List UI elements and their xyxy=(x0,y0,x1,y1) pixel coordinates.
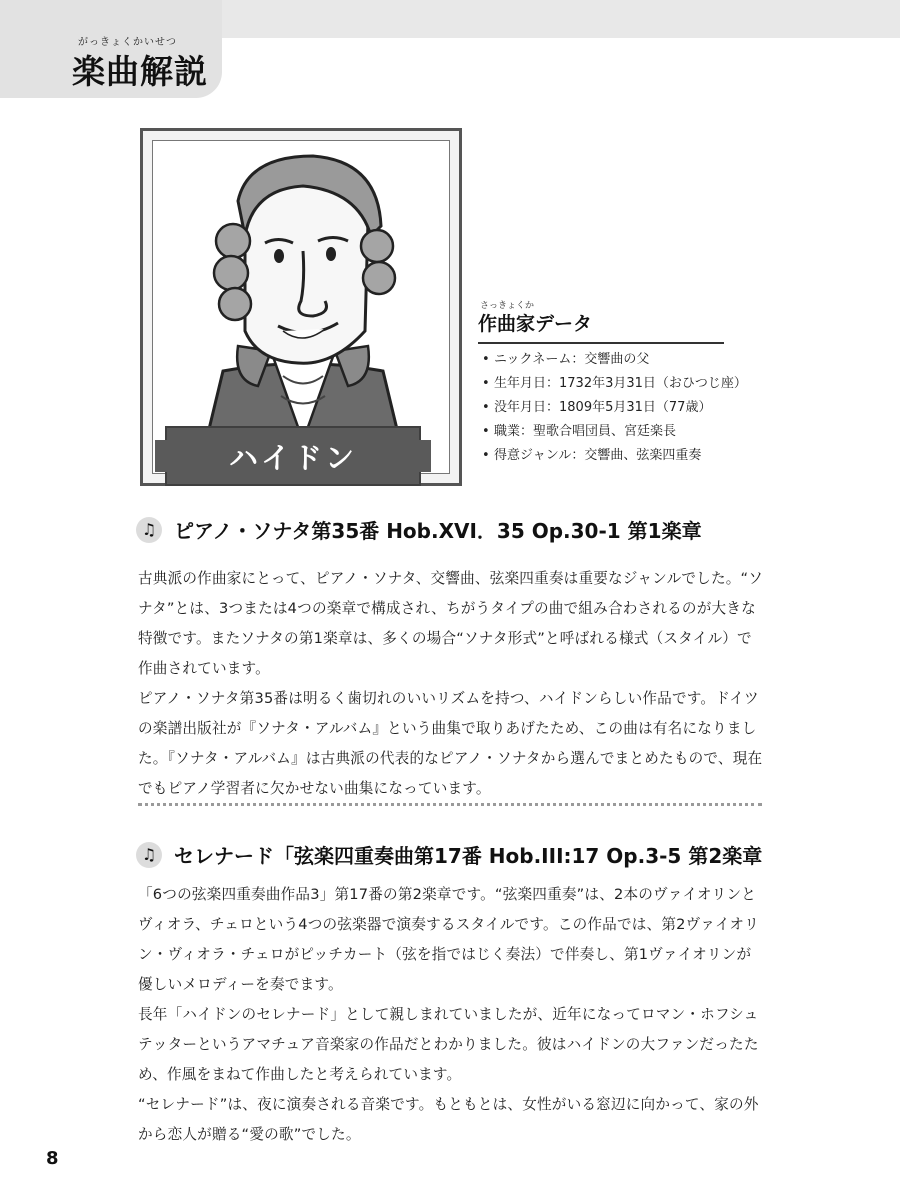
portrait-inner-border xyxy=(152,140,450,474)
composer-data-item: • ニックネーム：交響曲の父 xyxy=(482,352,650,367)
section1-heading-text: ピアノ・ソナタ第35番 Hob.XVI．35 Op.30-1 第1楽章 xyxy=(174,519,702,543)
section1-paragraph: 古典派の作曲家にとって、ピアノ・ソナタ、交響曲、弦楽四重奏は重要なジャンルでした。“ソナタ”とは、3つまたは4つの楽章で構成され、ちがうタイプの曲で組み合わされるのが大きな特徴です。またソナタの第1楽章は、多くの場合“ソナタ形式”と呼ばれる様式（スタイル）で作曲されています。 xyxy=(138,570,764,677)
section2-body xyxy=(138,880,764,1150)
section1-body xyxy=(138,564,764,804)
section2-paragraph: “セレナード”は、夜に演奏される音楽です。もともとは、女性がいる窓辺に向かって、家の外から恋人が贈る“愛の歌”でした。 xyxy=(138,1096,759,1143)
header-ruby: がっきょくかいせつ xyxy=(78,37,177,48)
section2-heading-text: セレナード「弦楽四重奏曲第17番 Hob.III:17 Op.3-5 第2楽章 xyxy=(174,844,763,868)
section2-paragraph: 「6つの弦楽四重奏曲作品3」第17番の第2楽章です。“弦楽四重奏”は、2本のヴァイオリンとヴィオラ、チェロという4つの弦楽器で演奏するスタイルです。この作品では、第2ヴァイオリン・ヴィオラ・チェロがピッチカート（弦を指ではじく奏法）で伴奏し、第1ヴァイオリンが優しいメロディーを奏でます。 xyxy=(138,886,759,993)
composer-data-title: 作曲家データ xyxy=(478,313,593,335)
composer-name-plate xyxy=(165,426,421,486)
composer-data-box xyxy=(478,298,747,468)
composer-data-ruby: さっきょくか xyxy=(480,301,535,311)
composer-portrait-illustration xyxy=(153,141,451,475)
composer-data-item: • 没年月日：1809年5月31日（77歳） xyxy=(482,400,712,415)
page-number: 8 xyxy=(46,1148,59,1169)
section2-paragraph: 長年「ハイドンのセレナード」として親しまれていましたが、近年になってロマン・ホフシュテッターというアマチュア音楽家の作品だとわかりました。彼はハイドンの大ファンだったため、作風をまねて作曲したと考えられています。 xyxy=(138,1006,759,1083)
section-divider xyxy=(138,803,762,806)
section2-heading xyxy=(136,840,762,869)
composer-data-rule xyxy=(478,342,724,344)
note-icon: ♫ xyxy=(136,842,162,868)
section1-paragraph: ピアノ・ソナタ第35番は明るく歯切れのいいリズムを持つ、ハイドンらしい作品です。ドイツの楽譜出版社が『ソナタ・アルバム』という曲集で取りあげたため、この曲は有名になりました。『ソナタ・アルバム』は古典派の代表的なピアノ・ソナタから選んでまとめたもので、現在でもピアノ学習者に欠かせない曲集になっています。 xyxy=(138,690,763,797)
page-title: 楽曲解説 xyxy=(72,52,208,91)
composer-data-item: • 職業：聖歌合唱団員、宮廷楽長 xyxy=(482,424,677,439)
composer-data-list xyxy=(478,348,747,468)
composer-name: ハイドン xyxy=(228,440,357,475)
header-tab xyxy=(0,0,222,98)
note-icon: ♫ xyxy=(136,517,162,543)
composer-data-item: • 生年月日：1732年3月31日（おひつじ座） xyxy=(482,376,747,391)
section1-heading xyxy=(136,515,702,544)
composer-data-item: • 得意ジャンル：交響曲、弦楽四重奏 xyxy=(482,448,702,463)
